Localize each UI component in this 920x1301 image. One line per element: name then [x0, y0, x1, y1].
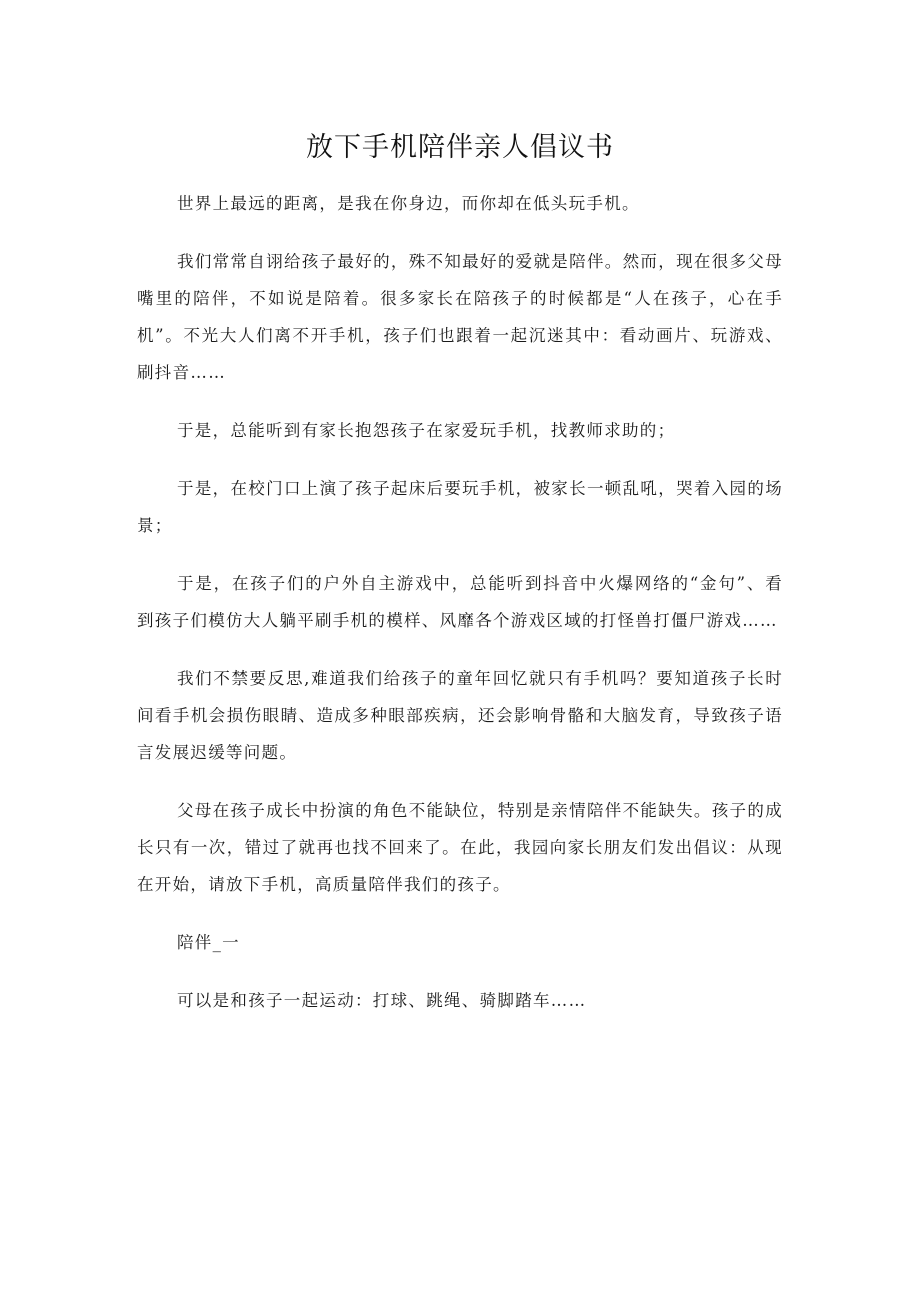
paragraph-5: 于是，在孩子们的户外自主游戏中，总能听到抖音中火爆网络的“金句”、看到孩子们模仿大人躺平刷手机的模样、风靡各个游戏区域的打怪兽打僵尸游戏…… — [137, 574, 783, 630]
section-heading: 陪伴_一 — [177, 933, 240, 952]
paragraph-6: 我们不禁要反思,难道我们给孩子的童年回忆就只有手机吗？要知道孩子长时间看手机会损伤眼睛、造成多种眼部疾病，还会影响骨骼和大脑发育，导致孩子语言发展迟缓等问题。 — [137, 669, 783, 762]
paragraph-4: 于是，在校门口上演了孩子起床后要玩手机，被家长一顿乱吼，哭着入园的场景； — [137, 479, 783, 535]
paragraph-2: 我们常常自诩给孩子最好的，殊不知最好的爱就是陪伴。然而，现在很多父母嘴里的陪伴，不如说是陪着。很多家长在陪孩子的时候都是“人在孩子，心在手机”。不光大人们离不开手机，孩子们也跟着一起沉迷其中：看动画片、玩游戏、刷抖音…… — [137, 252, 783, 382]
paragraph-3: 于是，总能听到有家长抱怨孩子在家爱玩手机，找教师求助的； — [177, 421, 676, 440]
paragraph-8: 可以是和孩子一起运动：打球、跳绳、骑脚踏车…… — [177, 991, 587, 1010]
document-body — [137, 185, 783, 1040]
document-title: 放下手机陪伴亲人倡议书 — [306, 132, 614, 163]
paragraph-7: 父母在孩子成长中扮演的角色不能缺位，特别是亲情陪伴不能缺失。孩子的成长只有一次，错过了就再也找不回来了。在此，我园向家长朋友们发出倡议：从现在开始，请放下手机，高质量陪伴我们的孩子。 — [137, 801, 783, 894]
paragraph-1: 世界上最远的距离，是我在你身边，而你却在低头玩手机。 — [177, 194, 640, 213]
